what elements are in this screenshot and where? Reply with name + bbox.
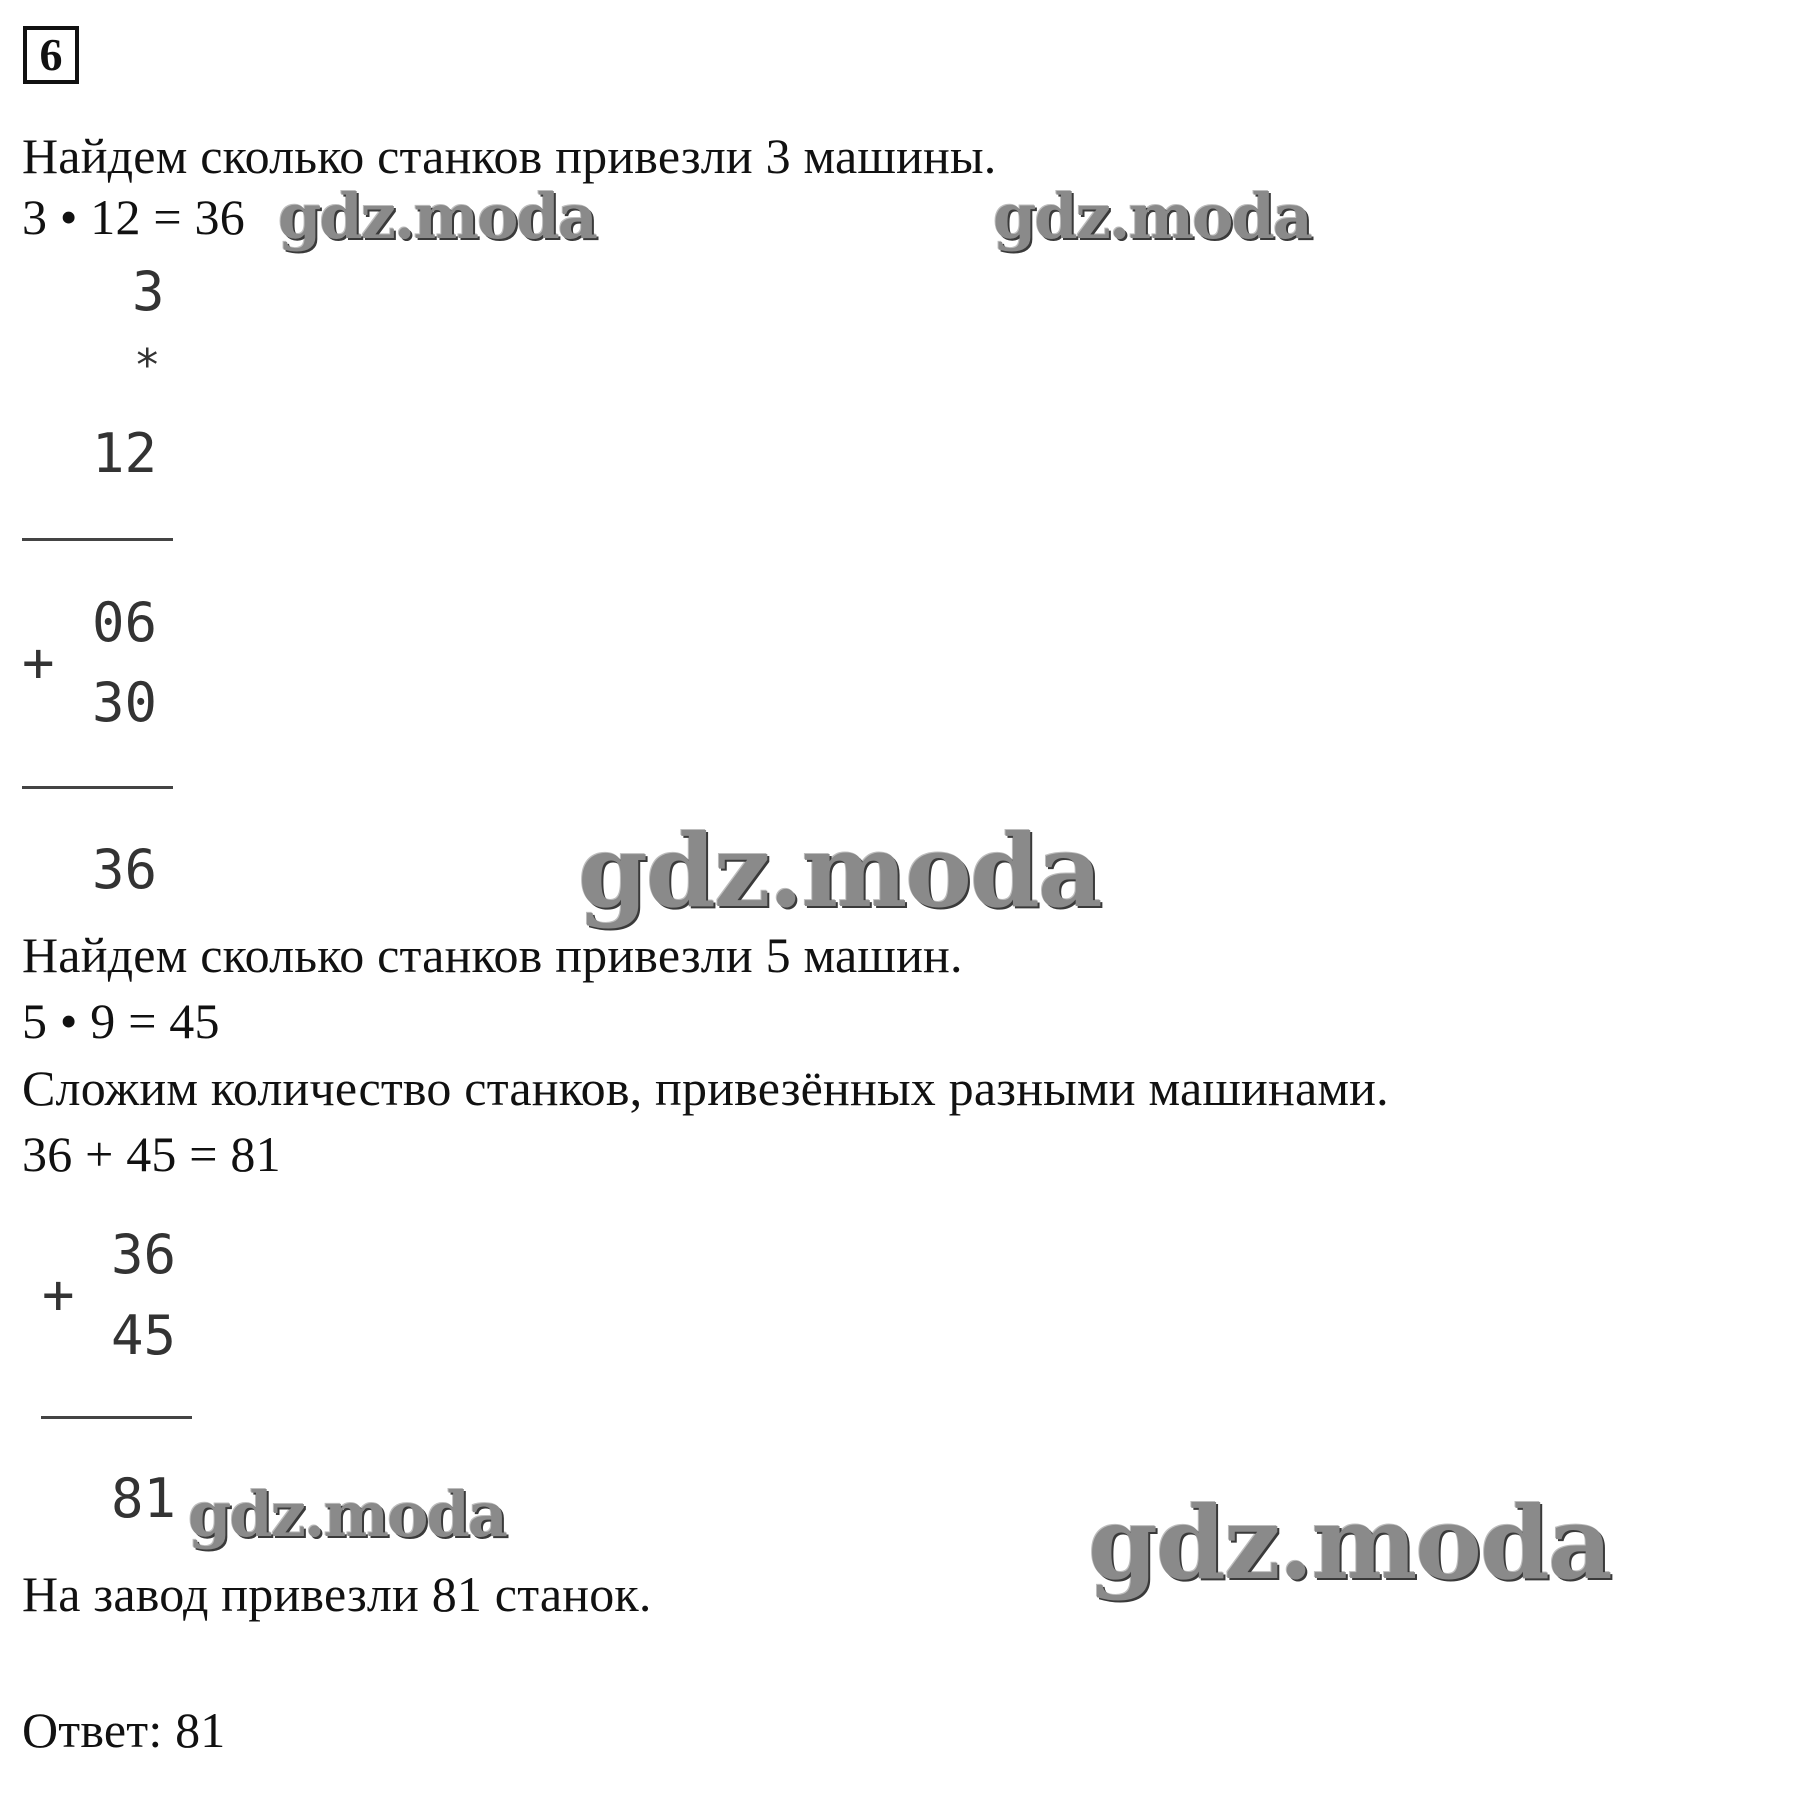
conclusion-text: На завод привезли 81 станок. <box>22 1566 652 1622</box>
mult-rule-2 <box>22 786 173 789</box>
step2-text: Найдем сколько станков привезли 5 машин. <box>22 927 963 983</box>
mult-operator: * <box>134 340 161 391</box>
mult-rule-1 <box>22 538 173 541</box>
step2-expression: 5 • 9 = 45 <box>22 993 220 1049</box>
mult-plus-sign: + <box>22 631 55 694</box>
step3-text: Сложим количество станков, привезённых разными машинами. <box>22 1060 1389 1116</box>
add-rule <box>41 1416 192 1419</box>
watermark-logo: gdz.moda <box>578 812 1101 930</box>
step3-expression: 36 + 45 = 81 <box>22 1126 281 1182</box>
mult-partial-product-1: 06 <box>92 591 158 654</box>
mult-partial-product-2: 30 <box>92 671 158 734</box>
add-bottom-operand: 45 <box>111 1304 177 1367</box>
watermark-logo: gdz.moda <box>993 180 1311 253</box>
add-top-operand: 36 <box>111 1223 177 1286</box>
watermark-logo: gdz.moda <box>278 180 596 253</box>
task-number-box: 6 <box>23 26 79 84</box>
step1-expression: 3 • 12 = 36 <box>22 189 245 245</box>
watermark-logo: gdz.moda <box>1088 1484 1611 1602</box>
mult-top-operand: 3 <box>132 260 165 323</box>
step1-text: Найдем сколько станков привезли 3 машины. <box>22 128 997 184</box>
mult-result: 36 <box>92 838 158 901</box>
answer-text: Ответ: 81 <box>22 1702 226 1758</box>
add-result: 81 <box>111 1467 177 1530</box>
add-plus-sign: + <box>42 1263 75 1326</box>
watermark-logo: gdz.moda <box>188 1478 506 1551</box>
mult-bottom-operand: 12 <box>92 422 158 485</box>
